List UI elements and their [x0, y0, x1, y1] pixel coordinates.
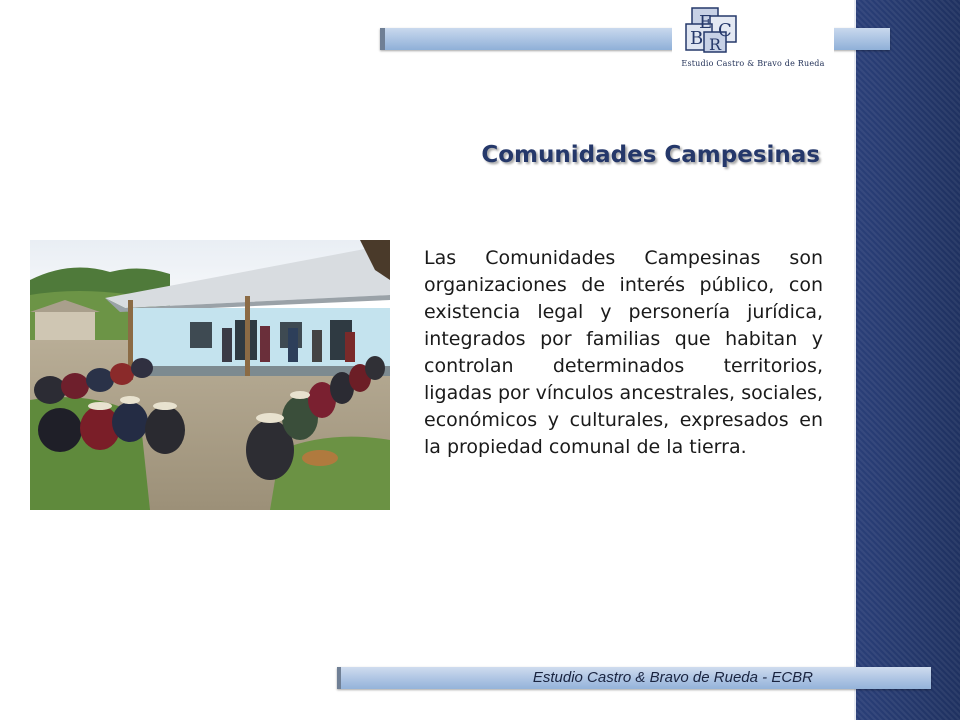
slide-body-text: Las Comunidades Campesinas son organizaciones de interés público, con existencia legal y personería jurídica, integrados por familias que habitan y controlan determinados territorios, ligadas por vínculos ancestrales, sociales, económicos y culturales, expresados en la propiedad comunal de la tierra. [424, 247, 823, 458]
slide-title: Comunidades Campesinas [481, 142, 820, 168]
side-panel-decoration [856, 0, 960, 720]
footer-bar [337, 667, 931, 689]
logo-caption: Estudio Castro & Bravo de Rueda [681, 59, 825, 68]
firm-logo [672, 2, 834, 74]
community-meeting-photo [30, 240, 390, 510]
logo-letter-e: E [699, 12, 713, 33]
ecbr-monogram-icon [672, 2, 834, 62]
logo-letter-c: C [718, 20, 732, 41]
community-meeting-photo-image [30, 240, 390, 510]
footer-text: Estudio Castro & Bravo de Rueda - ECBR [532, 669, 813, 686]
logo-letter-r: R [709, 35, 722, 54]
logo-letter-b: B [690, 28, 704, 49]
